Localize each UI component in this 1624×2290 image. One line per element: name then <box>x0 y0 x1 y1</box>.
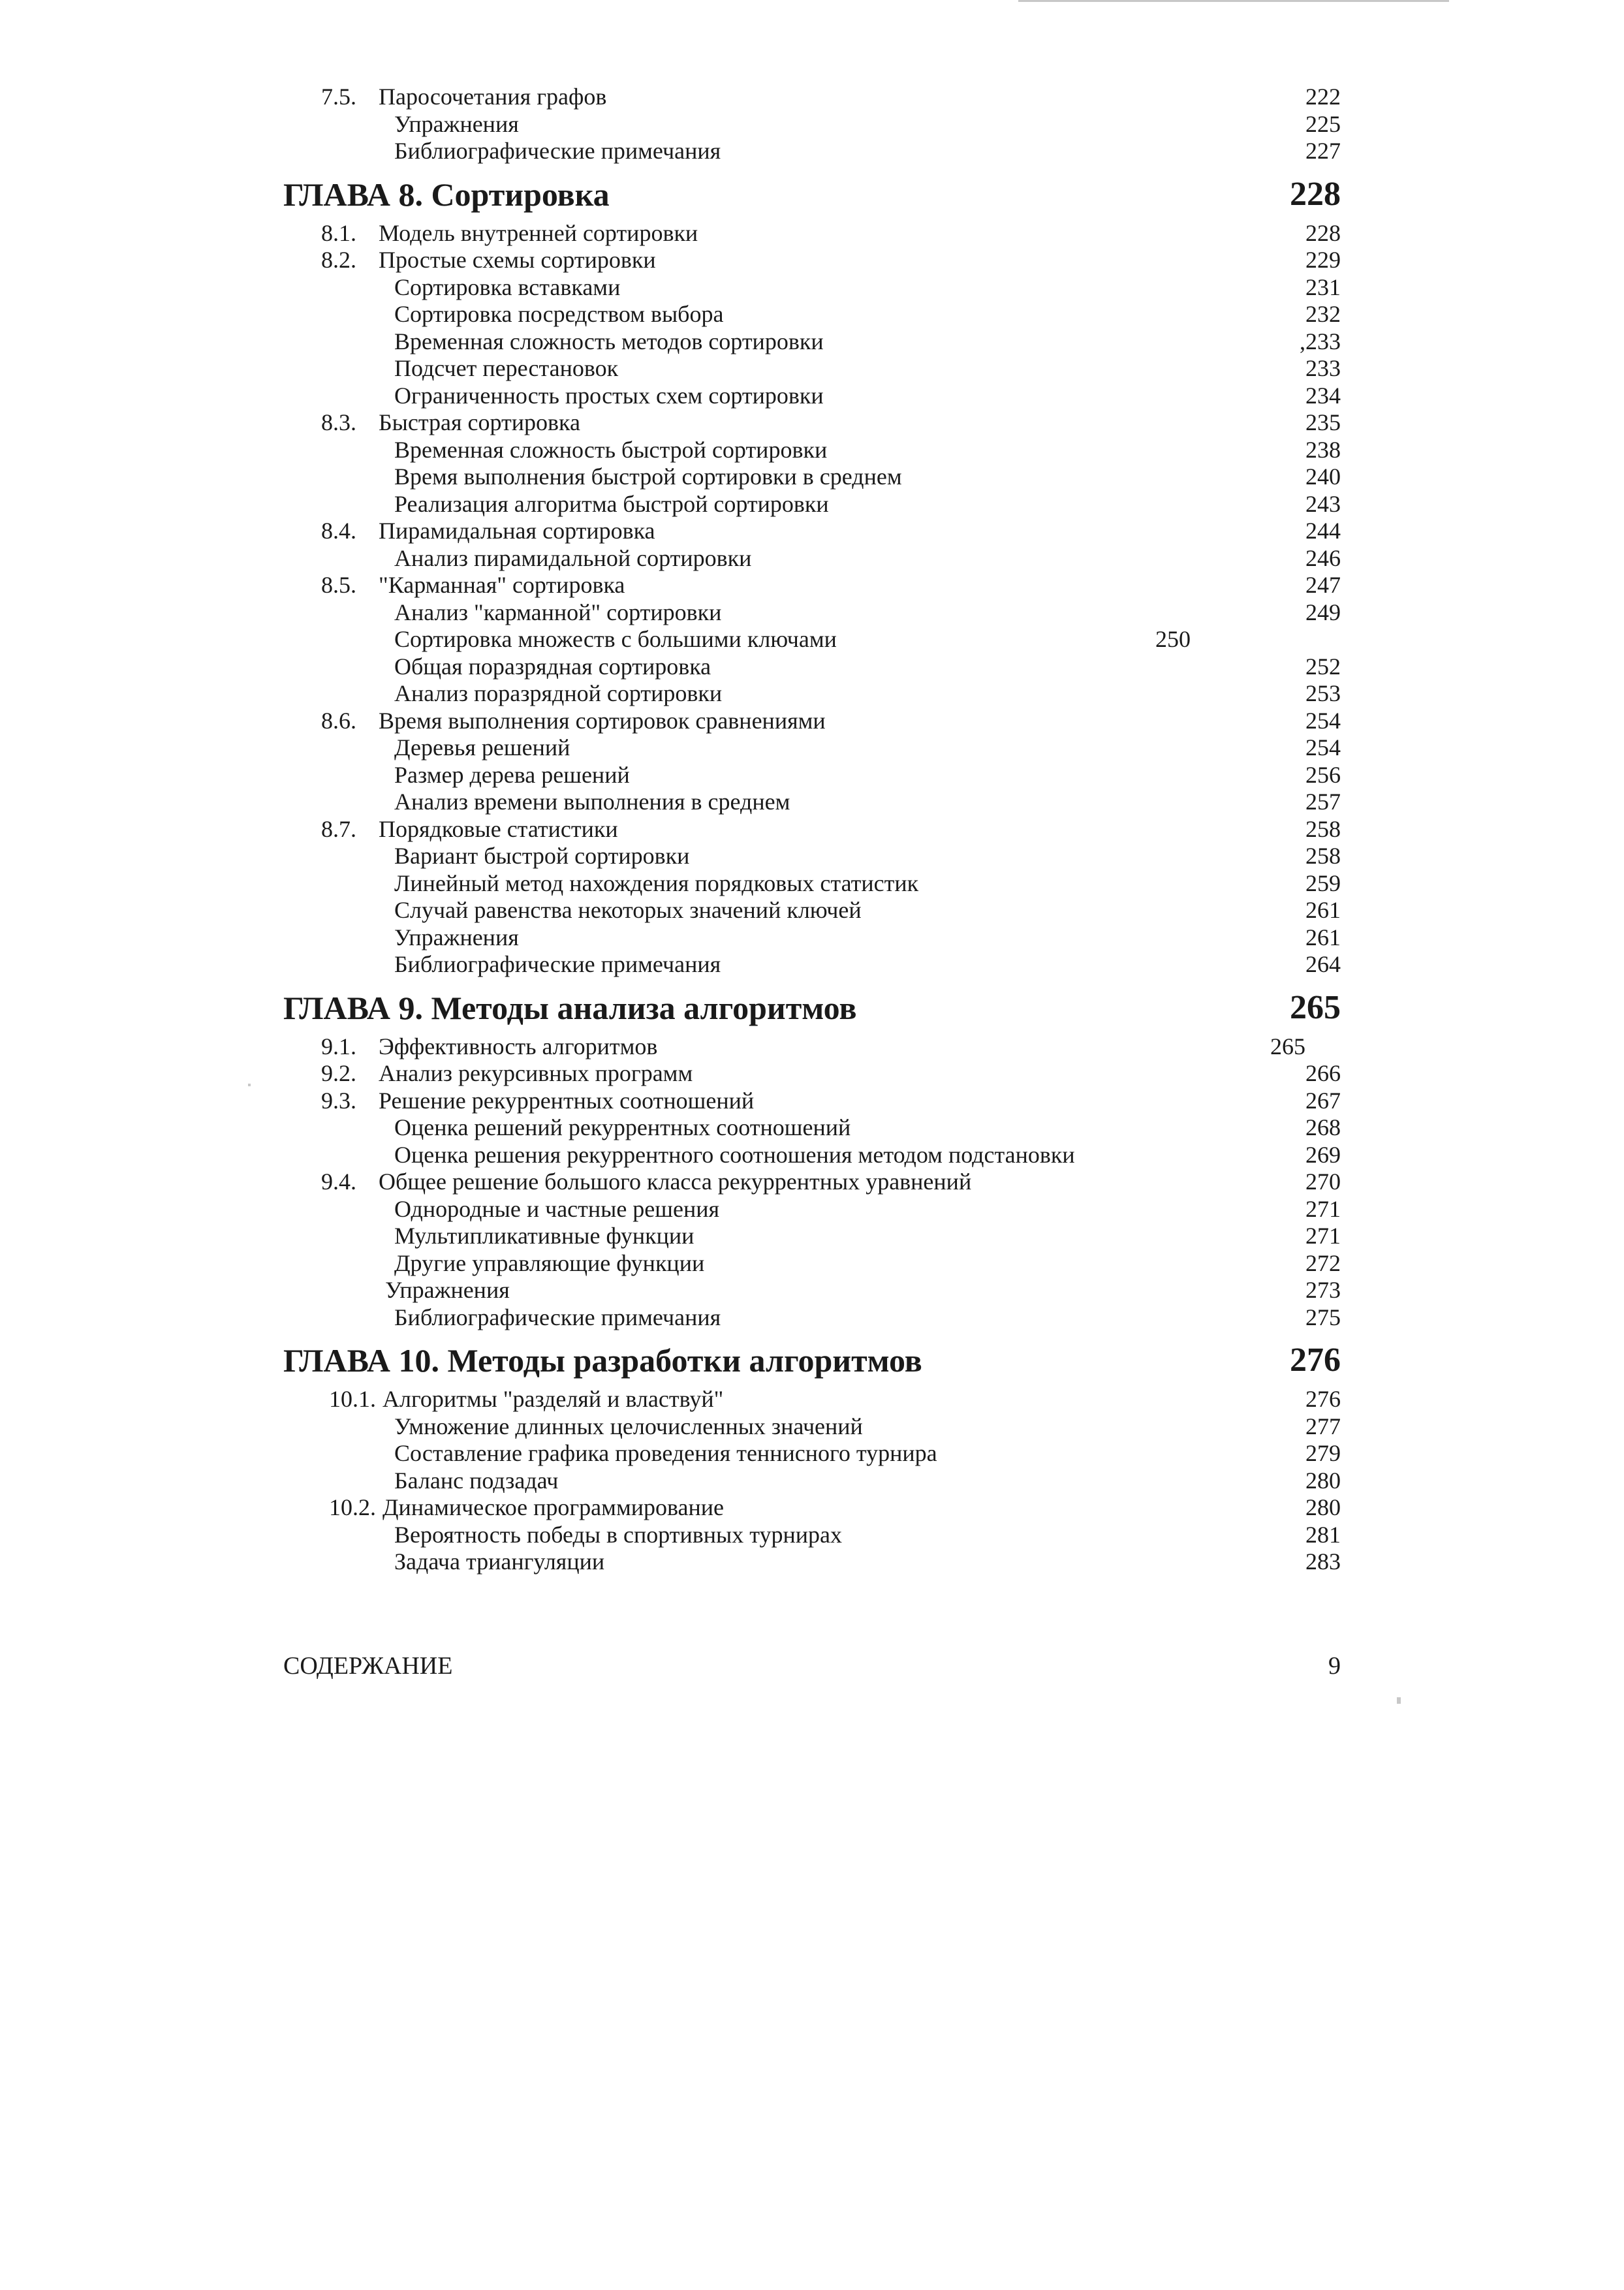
toc-subsection <box>283 463 1341 491</box>
toc-chapter <box>283 169 1341 220</box>
toc-subsection <box>283 789 1341 816</box>
toc-section <box>283 84 1341 111</box>
toc-entry-page: 253 <box>1305 680 1341 706</box>
toc-subsection <box>283 1548 1341 1576</box>
toc-section <box>283 220 1341 247</box>
toc-entry-page: 257 <box>1305 789 1341 815</box>
scan-speck <box>248 1084 251 1086</box>
toc-entry-page: 276 <box>1290 1341 1341 1379</box>
toc-entry-page: 249 <box>1305 599 1341 625</box>
toc-entry-page: 227 <box>1305 138 1341 164</box>
toc-entry-title: Общее решение большого класса рекуррентных уравнений <box>379 1169 972 1195</box>
toc-entry-title: Решение рекуррентных соотношений <box>379 1087 755 1114</box>
toc-entry-title: Временная сложность быстрой сортировки <box>394 436 828 463</box>
toc-entry-number: 7.5. <box>321 84 356 110</box>
toc-entry-page: 232 <box>1305 301 1341 327</box>
toc-entry-page: 266 <box>1305 1060 1341 1086</box>
toc-subsection <box>283 1250 1341 1278</box>
toc-entry-title: Алгоритмы "разделяй и властвуй" <box>383 1386 724 1412</box>
toc-subsection <box>283 355 1341 383</box>
toc-section <box>283 816 1341 843</box>
toc-section <box>283 1494 1341 1522</box>
toc-entry-page: 233 <box>1305 355 1341 381</box>
toc-entry-number: 9.3. <box>321 1087 356 1114</box>
toc-entry-title: Реализация алгоритма быстрой сортировки <box>394 490 829 517</box>
toc-section <box>283 1088 1341 1115</box>
toc-subsection <box>283 951 1341 979</box>
toc-entry-title: Ограниченность простых схем сортировки <box>394 382 824 409</box>
toc-entry-title: Упражнения <box>394 110 519 137</box>
toc-entry-title: Время выполнения быстрой сортировки в среднем <box>394 463 902 490</box>
toc-entry-title: Задача триангуляции <box>394 1548 605 1575</box>
toc-entry-title: ГЛАВА 9. Методы анализа алгоритмов <box>283 989 857 1026</box>
toc-entry-title: Время выполнения сортировок сравнениями <box>379 707 826 734</box>
toc-subsection <box>283 1304 1341 1332</box>
toc-subsection <box>283 111 1341 138</box>
toc-subsection <box>283 897 1341 924</box>
toc-entry-page: 265 <box>1270 1033 1305 1059</box>
toc-section <box>283 409 1341 437</box>
running-header: СОДЕРЖАНИЕ <box>283 1652 453 1680</box>
toc-subsection <box>283 1522 1341 1549</box>
toc-entry-page: 234 <box>1305 382 1341 409</box>
toc-entry-title: Порядковые статистики <box>379 815 618 842</box>
toc-entry-title: Сортировка вставками <box>394 274 621 300</box>
toc-subsection <box>283 383 1341 410</box>
toc-subsection <box>283 1196 1341 1223</box>
toc-entry-page: ,233 <box>1300 328 1341 354</box>
toc-entry-page: 281 <box>1305 1521 1341 1548</box>
toc-subsection <box>283 301 1341 328</box>
toc-subsection <box>283 843 1341 870</box>
toc-entry-page: 280 <box>1305 1467 1341 1494</box>
toc-section <box>283 1060 1341 1088</box>
toc-section <box>283 518 1341 545</box>
toc-entry-number: 8.3. <box>321 409 356 435</box>
toc-section <box>283 572 1341 599</box>
toc-entry-title: Эффективность алгоритмов <box>379 1033 658 1059</box>
toc-entry-number: 8.2. <box>321 247 356 273</box>
toc-entry-title: Паросочетания графов <box>379 84 607 110</box>
toc-entry-title: Библиографические примечания <box>394 951 721 977</box>
toc-subsection <box>283 274 1341 302</box>
toc-entry-page: 261 <box>1305 897 1341 923</box>
toc-entry-page: 247 <box>1305 572 1341 598</box>
toc-section <box>283 1033 1341 1061</box>
toc-entry-number: 8.5. <box>321 572 356 598</box>
toc-section <box>283 708 1341 735</box>
toc-entry-title: ГЛАВА 10. Методы разработки алгоритмов <box>283 1342 922 1379</box>
toc-entry-number: 9.4. <box>321 1169 356 1195</box>
toc-entry-number: 10.1. <box>329 1386 376 1412</box>
toc-entry-title: Анализ поразрядной сортировки <box>394 680 723 706</box>
toc-subsection <box>283 626 1341 653</box>
toc-entry-title: Другие управляющие функции <box>394 1249 705 1276</box>
toc-subsection <box>283 1223 1341 1250</box>
toc-section <box>283 247 1341 274</box>
toc-entry-page: 273 <box>1305 1277 1341 1303</box>
toc-entry-page: 243 <box>1305 490 1341 517</box>
toc-entry-title: Случай равенства некоторых значений ключей <box>394 897 862 923</box>
toc-entry-title: Быстрая сортировка <box>379 409 580 435</box>
toc-entry-title: Сортировка множеств с большими ключами <box>394 626 837 652</box>
toc-subsection <box>283 138 1341 165</box>
toc-subsection <box>283 653 1341 681</box>
toc-entry-title: Упражнения <box>394 924 519 950</box>
toc-entry-title: Сортировка посредством выбора <box>394 301 724 327</box>
toc-entry-number: 9.1. <box>321 1033 356 1059</box>
toc-entry-title: Анализ времени выполнения в среднем <box>394 789 790 815</box>
toc-entry-page: 235 <box>1305 409 1341 435</box>
toc-entry-title: Простые схемы сортировки <box>379 247 656 273</box>
toc-subsection <box>283 680 1341 708</box>
toc-subsection <box>283 762 1341 789</box>
toc-entry-page: 276 <box>1305 1386 1341 1412</box>
toc-entry-page: 279 <box>1305 1440 1341 1466</box>
toc-entry-title: Библиографические примечания <box>394 1304 721 1330</box>
toc-entry-page: 271 <box>1305 1195 1341 1222</box>
toc-entry-page: 228 <box>1290 175 1341 213</box>
toc-section <box>283 1169 1341 1196</box>
toc-entry-page: 272 <box>1305 1249 1341 1276</box>
toc-subsection <box>283 437 1341 464</box>
toc-entry-page: 269 <box>1305 1141 1341 1168</box>
toc-entry-page: 254 <box>1305 734 1341 761</box>
toc-entry-title: Анализ "карманной" сортировки <box>394 599 722 625</box>
toc-entry-title: Временная сложность методов сортировки <box>394 328 824 354</box>
toc-entry-number: 8.7. <box>321 815 356 842</box>
toc-subsection <box>283 1114 1341 1142</box>
toc-entry-page: 225 <box>1305 110 1341 137</box>
toc-entry-title: Размер дерева решений <box>394 761 630 788</box>
toc-subsection <box>283 1277 1341 1304</box>
toc-entry-title: Упражнения <box>385 1277 510 1303</box>
toc-entry-title: Подсчет перестановок <box>394 355 619 381</box>
toc-entry-title: Деревья решений <box>394 734 570 761</box>
toc-entry-title: Умножение длинных целочисленных значений <box>394 1413 863 1439</box>
toc-entry-title: Вариант быстрой сортировки <box>394 843 690 869</box>
toc-entry-page: 240 <box>1305 463 1341 490</box>
toc-entry-number: 8.1. <box>321 219 356 246</box>
table-of-contents <box>283 84 1341 1576</box>
toc-section <box>283 1386 1341 1413</box>
toc-subsection <box>283 734 1341 762</box>
toc-entry-page: 250 <box>1155 626 1191 652</box>
toc-chapter <box>283 982 1341 1033</box>
page-footer <box>283 1652 1341 1684</box>
toc-subsection <box>283 1142 1341 1169</box>
toc-entry-number: 8.6. <box>321 707 356 734</box>
toc-entry-page: 277 <box>1305 1413 1341 1439</box>
toc-entry-page: 259 <box>1305 870 1341 896</box>
toc-entry-page: 258 <box>1305 815 1341 842</box>
toc-entry-page: 283 <box>1305 1548 1341 1575</box>
toc-entry-page: 271 <box>1305 1223 1341 1249</box>
toc-entry-title: Общая поразрядная сортировка <box>394 653 711 680</box>
toc-entry-title: "Карманная" сортировка <box>379 572 625 598</box>
toc-entry-title: Оценка решений рекуррентных соотношений <box>394 1114 851 1140</box>
toc-entry-page: 254 <box>1305 707 1341 734</box>
toc-entry-title: Библиографические примечания <box>394 138 721 164</box>
toc-entry-page: 256 <box>1305 761 1341 788</box>
toc-entry-page: 244 <box>1305 518 1341 544</box>
toc-entry-page: 261 <box>1305 924 1341 950</box>
toc-entry-page: 270 <box>1305 1169 1341 1195</box>
toc-entry-title: Линейный метод нахождения порядковых статистик <box>394 870 919 896</box>
toc-entry-page: 264 <box>1305 951 1341 977</box>
toc-entry-title: Составление графика проведения теннисного турнира <box>394 1440 937 1466</box>
toc-entry-title: Однородные и частные решения <box>394 1195 720 1222</box>
toc-subsection <box>283 599 1341 627</box>
toc-entry-page: 258 <box>1305 843 1341 869</box>
toc-entry-page: 246 <box>1305 544 1341 571</box>
toc-subsection <box>283 870 1341 898</box>
toc-entry-title: Динамическое программирование <box>383 1494 725 1520</box>
toc-entry-page: 265 <box>1290 988 1341 1026</box>
toc-subsection <box>283 924 1341 952</box>
toc-entry-title: Баланс подзадач <box>394 1467 559 1494</box>
toc-subsection <box>283 1440 1341 1467</box>
toc-entry-page: 238 <box>1305 436 1341 463</box>
toc-entry-page: 228 <box>1305 219 1341 246</box>
toc-subsection <box>283 491 1341 518</box>
scan-speck <box>1018 0 1449 2</box>
toc-entry-title: Модель внутренней сортировки <box>379 219 698 246</box>
toc-subsection <box>283 328 1341 356</box>
toc-entry-page: 222 <box>1305 84 1341 110</box>
toc-entry-page: 275 <box>1305 1304 1341 1330</box>
toc-subsection <box>283 1467 1341 1495</box>
toc-entry-title: Мультипликативные функции <box>394 1223 695 1249</box>
toc-entry-page: 231 <box>1305 274 1341 300</box>
toc-entry-page: 280 <box>1305 1494 1341 1520</box>
toc-entry-title: Вероятность победы в спортивных турнирах <box>394 1521 842 1548</box>
page-number: 9 <box>1328 1652 1341 1680</box>
toc-entry-number: 9.2. <box>321 1060 356 1086</box>
toc-entry-number: 8.4. <box>321 518 356 544</box>
toc-subsection <box>283 1413 1341 1441</box>
toc-entry-page: 267 <box>1305 1087 1341 1114</box>
toc-entry-title: Оценка решения рекуррентного соотношения методом подстановки <box>394 1141 1075 1168</box>
toc-entry-page: 252 <box>1305 653 1341 680</box>
toc-entry-page: 268 <box>1305 1114 1341 1140</box>
toc-entry-title: ГЛАВА 8. Сортировка <box>283 176 610 213</box>
toc-entry-number: 10.2. <box>329 1494 376 1520</box>
toc-entry-title: Анализ рекурсивных программ <box>379 1060 693 1086</box>
toc-entry-page: 229 <box>1305 247 1341 273</box>
toc-subsection <box>283 545 1341 572</box>
scan-speck <box>1397 1697 1401 1704</box>
toc-entry-title: Пирамидальная сортировка <box>379 518 655 544</box>
toc-chapter <box>283 1335 1341 1386</box>
toc-entry-title: Анализ пирамидальной сортировки <box>394 544 752 571</box>
